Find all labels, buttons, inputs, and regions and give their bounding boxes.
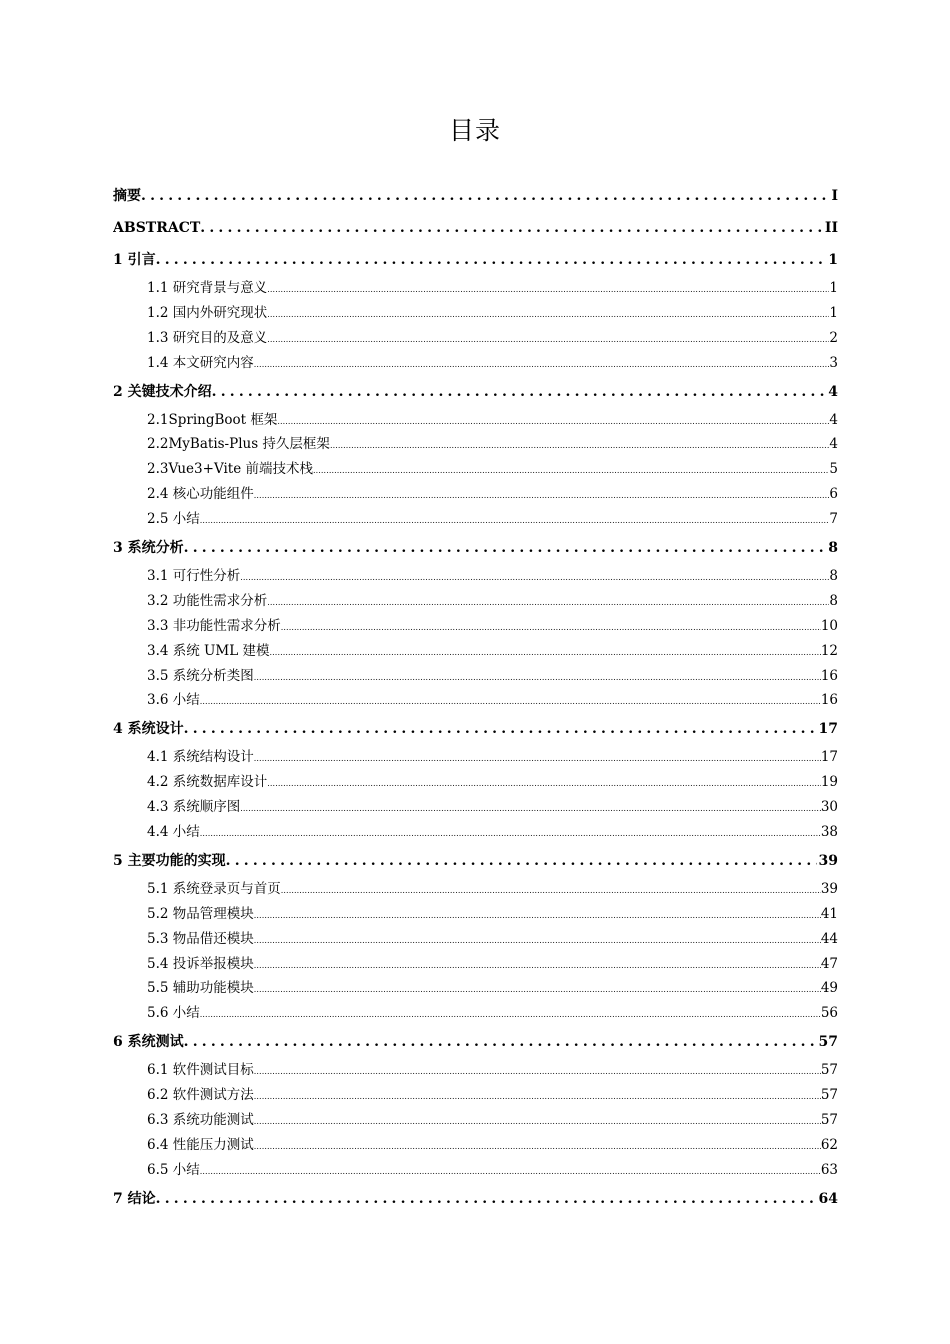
dot-leader — [267, 328, 829, 351]
toc-entry-page-number: 57 — [820, 1112, 838, 1129]
dot-leader — [254, 747, 821, 770]
dot-leader — [281, 879, 821, 902]
dot-leader — [200, 690, 821, 713]
toc-entry-label: 3.3 非功能性需求分析 — [147, 617, 281, 634]
toc-entry-label: 6.3 系统功能测试 — [147, 1112, 254, 1129]
dot-leader — [254, 978, 821, 1001]
toc-chapter-entry[interactable] — [113, 180, 838, 212]
toc-entry-label: 3 系统分析 — [113, 540, 184, 557]
toc-section-entry[interactable] — [113, 877, 838, 902]
toc-entry-label: 5.2 物品管理模块 — [147, 905, 254, 922]
dot-leader — [141, 180, 829, 212]
dot-leader — [254, 1085, 821, 1108]
toc-section-entry[interactable] — [113, 664, 838, 689]
toc-entry-page-number: 63 — [820, 1161, 838, 1178]
toc-entry-label: 5.4 投诉举报模块 — [147, 955, 254, 972]
toc-entry-page-number: 5 — [829, 461, 838, 478]
dot-leader — [281, 616, 821, 639]
dot-leader — [267, 772, 821, 795]
toc-entry-label: 3.4 系统 UML 建模 — [147, 642, 270, 659]
dot-leader — [270, 641, 821, 664]
toc-entry-label: 7 结论 — [113, 1190, 156, 1207]
toc-chapter-entry[interactable] — [113, 212, 838, 244]
toc-entry-label: 3.6 小结 — [147, 692, 200, 709]
dot-leader — [200, 1003, 821, 1026]
toc-entry-page-number: 39 — [820, 880, 838, 897]
toc-entry-page-number: 64 — [818, 1190, 838, 1207]
toc-section-entry[interactable] — [113, 408, 838, 433]
dot-leader — [254, 1060, 821, 1083]
toc-chapter-entry[interactable] — [113, 713, 838, 745]
toc-entry-label: 1.4 本文研究内容 — [147, 354, 254, 371]
dot-leader — [240, 566, 829, 589]
toc-entry-page-number: 4 — [829, 411, 838, 428]
toc-entry-label: 摘要 — [113, 188, 141, 204]
dot-leader — [212, 376, 827, 408]
dot-leader — [156, 244, 827, 276]
dot-leader — [267, 278, 829, 301]
toc-entry-label: 5.1 系统登录页与首页 — [147, 880, 281, 897]
toc-chapter-entry[interactable] — [113, 376, 838, 408]
toc-entry-label: 2.5 小结 — [147, 511, 200, 528]
dot-leader — [330, 434, 829, 457]
toc-entry-label: 6.1 软件测试目标 — [147, 1062, 254, 1079]
dot-leader — [240, 797, 821, 820]
toc-entry-page-number: 16 — [820, 692, 838, 709]
toc-entry-label: 4.2 系统数据库设计 — [147, 774, 268, 791]
toc-entry-label: 6.4 性能压力测试 — [147, 1136, 254, 1153]
dot-leader — [254, 929, 821, 952]
toc-entry-page-number: 17 — [820, 749, 838, 766]
toc-entry-page-number: 16 — [820, 667, 838, 684]
toc-chapter-entry[interactable] — [113, 1183, 838, 1215]
toc-entry-page-number: 17 — [818, 721, 838, 738]
toc-section-entry[interactable] — [113, 276, 838, 301]
toc-entry-page-number: 57 — [820, 1087, 838, 1104]
dot-leader — [254, 1110, 821, 1133]
toc-entry-label: 1.2 国内外研究现状 — [147, 304, 268, 321]
toc-section-entry[interactable] — [113, 927, 838, 952]
toc-entry-label: 1.1 研究背景与意义 — [147, 280, 268, 296]
toc-entry-label: 4 系统设计 — [113, 721, 184, 738]
toc-entry-page-number: 1 — [829, 304, 838, 321]
toc-entry-page-number: 41 — [820, 905, 838, 922]
toc-entry-page-number: 47 — [820, 955, 838, 972]
dot-leader — [254, 353, 830, 376]
toc-section-entry[interactable] — [113, 457, 838, 482]
toc-entry-page-number: 57 — [820, 1062, 838, 1079]
toc-section-entry[interactable] — [113, 326, 838, 351]
toc-section-entry[interactable] — [113, 351, 838, 376]
dot-leader — [200, 212, 823, 244]
toc-entry-label: ABSTRACT — [113, 220, 201, 236]
toc-entry-page-number: 8 — [828, 540, 838, 557]
toc-entry-label: 5 主要功能的实现 — [113, 852, 226, 869]
dot-leader — [267, 591, 829, 614]
toc-entry-label: 3.5 系统分析类图 — [147, 667, 254, 684]
dot-leader — [267, 303, 829, 326]
toc-entry-page-number: 8 — [829, 568, 838, 585]
toc-entry-label: 6.2 软件测试方法 — [147, 1087, 254, 1104]
dot-leader — [200, 822, 821, 845]
toc-section-entry[interactable] — [113, 1133, 838, 1158]
toc-section-entry[interactable] — [113, 902, 838, 927]
toc-entry-label: 3.2 功能性需求分析 — [147, 592, 268, 609]
toc-entry-page-number: 38 — [820, 824, 838, 841]
toc-entry-page-number: 12 — [820, 642, 838, 659]
toc-section-entry[interactable] — [113, 564, 838, 589]
toc-entry-label: 5.5 辅助功能模块 — [147, 980, 254, 997]
toc-entry-label: 4.3 系统顺序图 — [147, 799, 241, 816]
toc-entry-page-number: 2 — [829, 329, 838, 346]
toc-entry-page-number: I — [831, 188, 838, 204]
toc-entry-label: 4.1 系统结构设计 — [147, 749, 254, 766]
table-of-contents — [113, 180, 838, 1215]
toc-entry-page-number: 56 — [820, 1005, 838, 1022]
toc-section-entry[interactable] — [113, 301, 838, 326]
dot-leader — [254, 954, 821, 977]
toc-entry-label: 2.3Vue3+Vite 前端技术栈 — [147, 461, 313, 478]
toc-section-entry[interactable] — [113, 745, 838, 770]
toc-entry-page-number: 62 — [820, 1136, 838, 1153]
toc-entry-label: 1.3 研究目的及意义 — [147, 329, 268, 346]
toc-section-entry[interactable] — [113, 589, 838, 614]
toc-entry-label: 5.6 小结 — [147, 1005, 200, 1022]
toc-section-entry[interactable] — [113, 820, 838, 845]
dot-leader — [313, 459, 829, 482]
toc-entry-label: 2.1SpringBoot 框架 — [147, 411, 278, 428]
toc-entry-label: 2.4 核心功能组件 — [147, 486, 254, 503]
toc-entry-label: 5.3 物品借还模块 — [147, 930, 254, 947]
dot-leader — [254, 484, 830, 507]
toc-entry-label: 1 引言 — [113, 252, 156, 268]
toc-entry-page-number: 1 — [828, 252, 838, 268]
toc-section-entry[interactable] — [113, 1108, 838, 1133]
toc-entry-label: 6.5 小结 — [147, 1161, 200, 1178]
dot-leader — [184, 532, 827, 564]
toc-entry-page-number: 10 — [820, 617, 838, 634]
toc-entry-page-number: 4 — [829, 436, 838, 453]
toc-entry-label: 6 系统测试 — [113, 1034, 184, 1051]
toc-section-entry[interactable] — [113, 976, 838, 1001]
toc-entry-page-number: 39 — [818, 852, 838, 869]
toc-entry-label: 2 关键技术介绍 — [113, 383, 212, 400]
toc-entry-page-number: II — [824, 220, 838, 236]
toc-entry-page-number: 1 — [829, 280, 838, 296]
toc-section-entry[interactable] — [113, 614, 838, 639]
toc-section-entry[interactable] — [113, 1083, 838, 1108]
toc-entry-page-number: 44 — [820, 930, 838, 947]
toc-chapter-entry[interactable] — [113, 244, 838, 276]
toc-section-entry[interactable] — [113, 507, 838, 532]
toc-section-entry[interactable] — [113, 1058, 838, 1083]
toc-section-entry[interactable] — [113, 952, 838, 977]
toc-chapter-entry[interactable] — [113, 1026, 838, 1058]
toc-entry-page-number: 7 — [829, 511, 838, 528]
toc-section-entry[interactable] — [113, 1158, 838, 1183]
dot-leader — [156, 1183, 817, 1215]
toc-entry-page-number: 49 — [820, 980, 838, 997]
dot-leader — [226, 845, 817, 877]
toc-chapter-entry[interactable] — [113, 532, 838, 564]
toc-section-entry[interactable] — [113, 1001, 838, 1026]
toc-section-entry[interactable] — [113, 770, 838, 795]
toc-section-entry[interactable] — [113, 688, 838, 713]
toc-entry-page-number: 3 — [829, 354, 838, 371]
toc-entry-page-number: 4 — [828, 383, 838, 400]
toc-entry-page-number: 57 — [818, 1034, 838, 1051]
toc-entry-label: 2.2MyBatis-Plus 持久层框架 — [147, 436, 330, 453]
toc-entry-page-number: 8 — [829, 592, 838, 609]
dot-leader — [254, 1135, 821, 1158]
toc-entry-label: 3.1 可行性分析 — [147, 568, 241, 585]
dot-leader — [254, 666, 821, 689]
toc-entry-page-number: 19 — [820, 774, 838, 791]
dot-leader — [277, 410, 829, 433]
dot-leader — [200, 509, 830, 532]
dot-leader — [200, 1160, 821, 1183]
toc-entry-label: 4.4 小结 — [147, 824, 200, 841]
toc-entry-page-number: 30 — [820, 799, 838, 816]
toc-section-entry[interactable] — [113, 432, 838, 457]
toc-section-entry[interactable] — [113, 795, 838, 820]
toc-entry-page-number: 6 — [829, 486, 838, 503]
dot-leader — [184, 1026, 817, 1058]
dot-leader — [254, 904, 821, 927]
toc-chapter-entry[interactable] — [113, 845, 838, 877]
page-title: 目录 — [448, 116, 501, 145]
toc-section-entry[interactable] — [113, 639, 838, 664]
toc-section-entry[interactable] — [113, 482, 838, 507]
dot-leader — [184, 713, 817, 745]
